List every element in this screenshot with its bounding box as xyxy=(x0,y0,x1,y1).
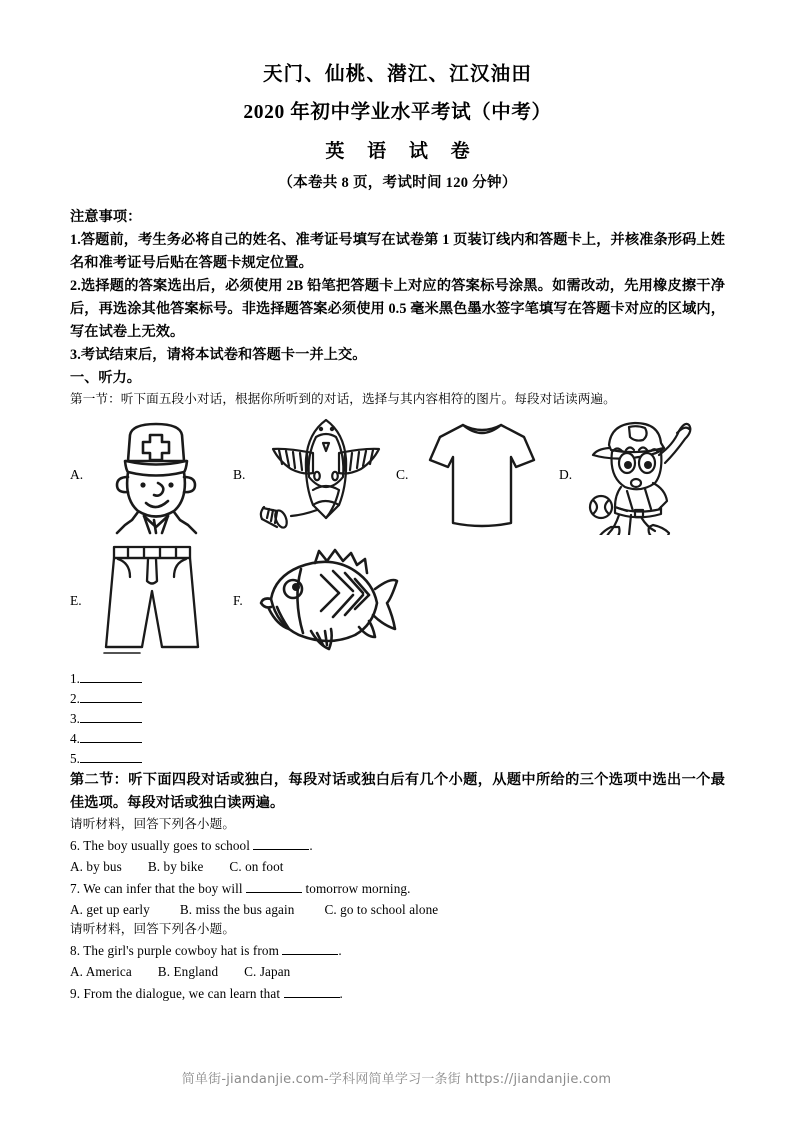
listen-prompt-1: 请听材料，回答下列各小题。 xyxy=(70,817,236,832)
t-shirt-icon xyxy=(418,415,546,535)
page-title-subject: 英 语 试 卷 xyxy=(325,140,479,162)
question-8-stem-after: . xyxy=(338,942,342,958)
option-6-c[interactable]: C. on foot xyxy=(229,859,284,875)
page-title-meta: （本卷共 8 页，考试时间 120 分钟） xyxy=(278,175,517,192)
fish-kite-icon xyxy=(255,415,383,535)
page-title-region: 天门、仙桃、潜江、江汉油田 xyxy=(262,64,533,85)
notice-item-3: 3.考试结束后，请将本试卷和答题卡一并上交。 xyxy=(70,346,367,363)
picture-choice-f[interactable] xyxy=(233,541,396,661)
question-6-blank[interactable] xyxy=(253,838,309,850)
title-block xyxy=(70,0,725,194)
answer-blank-row xyxy=(70,709,725,729)
page-content xyxy=(70,0,725,1004)
blank-line-3[interactable] xyxy=(80,711,142,723)
blank-number-5: 5. xyxy=(70,751,80,767)
question-9-stem: From the dialogue, we can learn that xyxy=(83,985,281,1001)
picture-choice-c[interactable] xyxy=(396,415,559,535)
blank-line-4[interactable] xyxy=(80,731,142,743)
blank-number-3: 3. xyxy=(70,711,80,727)
question-6-stem-after: . xyxy=(309,837,313,853)
option-8-b[interactable]: B. England xyxy=(157,964,219,980)
picture-label-b: B. xyxy=(233,467,246,483)
baseball-player-icon xyxy=(581,415,701,535)
question-7-stem: We can infer that the boy will xyxy=(83,880,243,896)
picture-label-c: C. xyxy=(396,467,409,483)
blank-line-5[interactable] xyxy=(80,751,142,763)
blank-number-1: 1. xyxy=(70,671,80,687)
option-7-a[interactable]: A. get up early xyxy=(70,902,150,918)
blank-line-1[interactable] xyxy=(80,671,142,683)
picture-label-a: A. xyxy=(70,467,84,483)
blank-line-2[interactable] xyxy=(80,691,142,703)
question-8 xyxy=(70,940,725,961)
picture-choice-d[interactable] xyxy=(559,415,722,535)
page-title-exam: 2020 年初中学业水平考试（中考） xyxy=(243,102,552,124)
question-6-stem: The boy usually goes to school xyxy=(83,837,250,853)
notice-block xyxy=(70,206,725,367)
doctor-portrait-icon xyxy=(92,415,220,535)
fish-icon xyxy=(255,541,401,661)
blank-number-2: 2. xyxy=(70,691,80,707)
option-6-b[interactable]: B. by bike xyxy=(147,859,204,875)
answer-blank-row xyxy=(70,689,725,709)
question-9 xyxy=(70,983,725,1004)
question-9-number: 9. xyxy=(70,985,81,1001)
answer-blank-list xyxy=(70,669,725,769)
question-6 xyxy=(70,835,725,856)
question-7-stem-after: tomorrow morning. xyxy=(305,880,411,896)
notice-item-2: 2.选择题的答案选出后，必须使用 2B 铅笔把答题卡上对应的答案标号涂黑。如需改动，先用橡皮擦干净后，再选涂其他答案标号。非选择题答案必须使用 0.5 毫米黑色墨水签字笔填写在答题卡对应的区域内，写在试卷上无效。 xyxy=(70,277,725,340)
option-7-c[interactable]: C. go to school alone xyxy=(324,902,439,918)
option-7-b[interactable]: B. miss the bus again xyxy=(179,902,295,918)
question-7-number: 7. xyxy=(70,880,81,896)
question-6-options xyxy=(70,856,725,877)
picture-row-1 xyxy=(70,415,725,535)
answer-blank-row xyxy=(70,669,725,689)
question-8-options xyxy=(70,961,725,982)
question-7-options xyxy=(70,899,725,920)
picture-choice-e[interactable] xyxy=(70,541,233,661)
option-8-c[interactable]: C. Japan xyxy=(244,964,291,980)
picture-label-d: D. xyxy=(559,467,573,483)
question-9-blank[interactable] xyxy=(284,986,340,998)
picture-label-f: F. xyxy=(233,593,243,609)
blank-number-4: 4. xyxy=(70,731,80,747)
notice-item-1: 1.答题前，考生务必将自己的姓名、准考证号填写在试卷第 1 页装订线内和答题卡上，并核准条形码上姓名和准考证号后贴在答题卡规定位置。 xyxy=(70,231,725,271)
notice-heading: 注意事项： xyxy=(70,208,142,225)
trousers-icon xyxy=(92,541,212,661)
question-7 xyxy=(70,878,725,899)
footer-watermark: 简单街-jiandanjie.com-学科网简单学习一条街 https://jiandanjie.com xyxy=(181,1072,612,1087)
answer-blank-row xyxy=(70,749,725,769)
question-8-stem: The girl's purple cowboy hat is from xyxy=(83,942,279,958)
picture-label-e: E. xyxy=(70,593,82,609)
option-6-a[interactable]: A. by bus xyxy=(70,859,122,875)
section-two-instruction: 第二节：听下面四段对话或独白，每段对话或独白后有几个小题，从题中所给的三个选项中选出一个最佳选项。每段对话或独白读两遍。 xyxy=(70,772,725,812)
picture-row-2 xyxy=(70,541,725,661)
question-6-number: 6. xyxy=(70,837,81,853)
picture-choice-a[interactable] xyxy=(70,415,233,535)
part-one-heading: 一、听力。 xyxy=(70,369,141,386)
answer-blank-row xyxy=(70,729,725,749)
question-7-blank[interactable] xyxy=(246,881,302,893)
question-9-stem-after: . xyxy=(339,985,343,1001)
question-8-number: 8. xyxy=(70,942,81,958)
section-one-instruction: 第一节：听下面五段小对话，根据你所听到的对话，选择与其内容相符的图片。每段对话读两遍。 xyxy=(70,391,616,406)
listen-prompt-2: 请听材料，回答下列各小题。 xyxy=(70,922,236,937)
question-8-blank[interactable] xyxy=(282,943,338,955)
option-8-a[interactable]: A. America xyxy=(70,964,132,980)
picture-choice-b[interactable] xyxy=(233,415,396,535)
